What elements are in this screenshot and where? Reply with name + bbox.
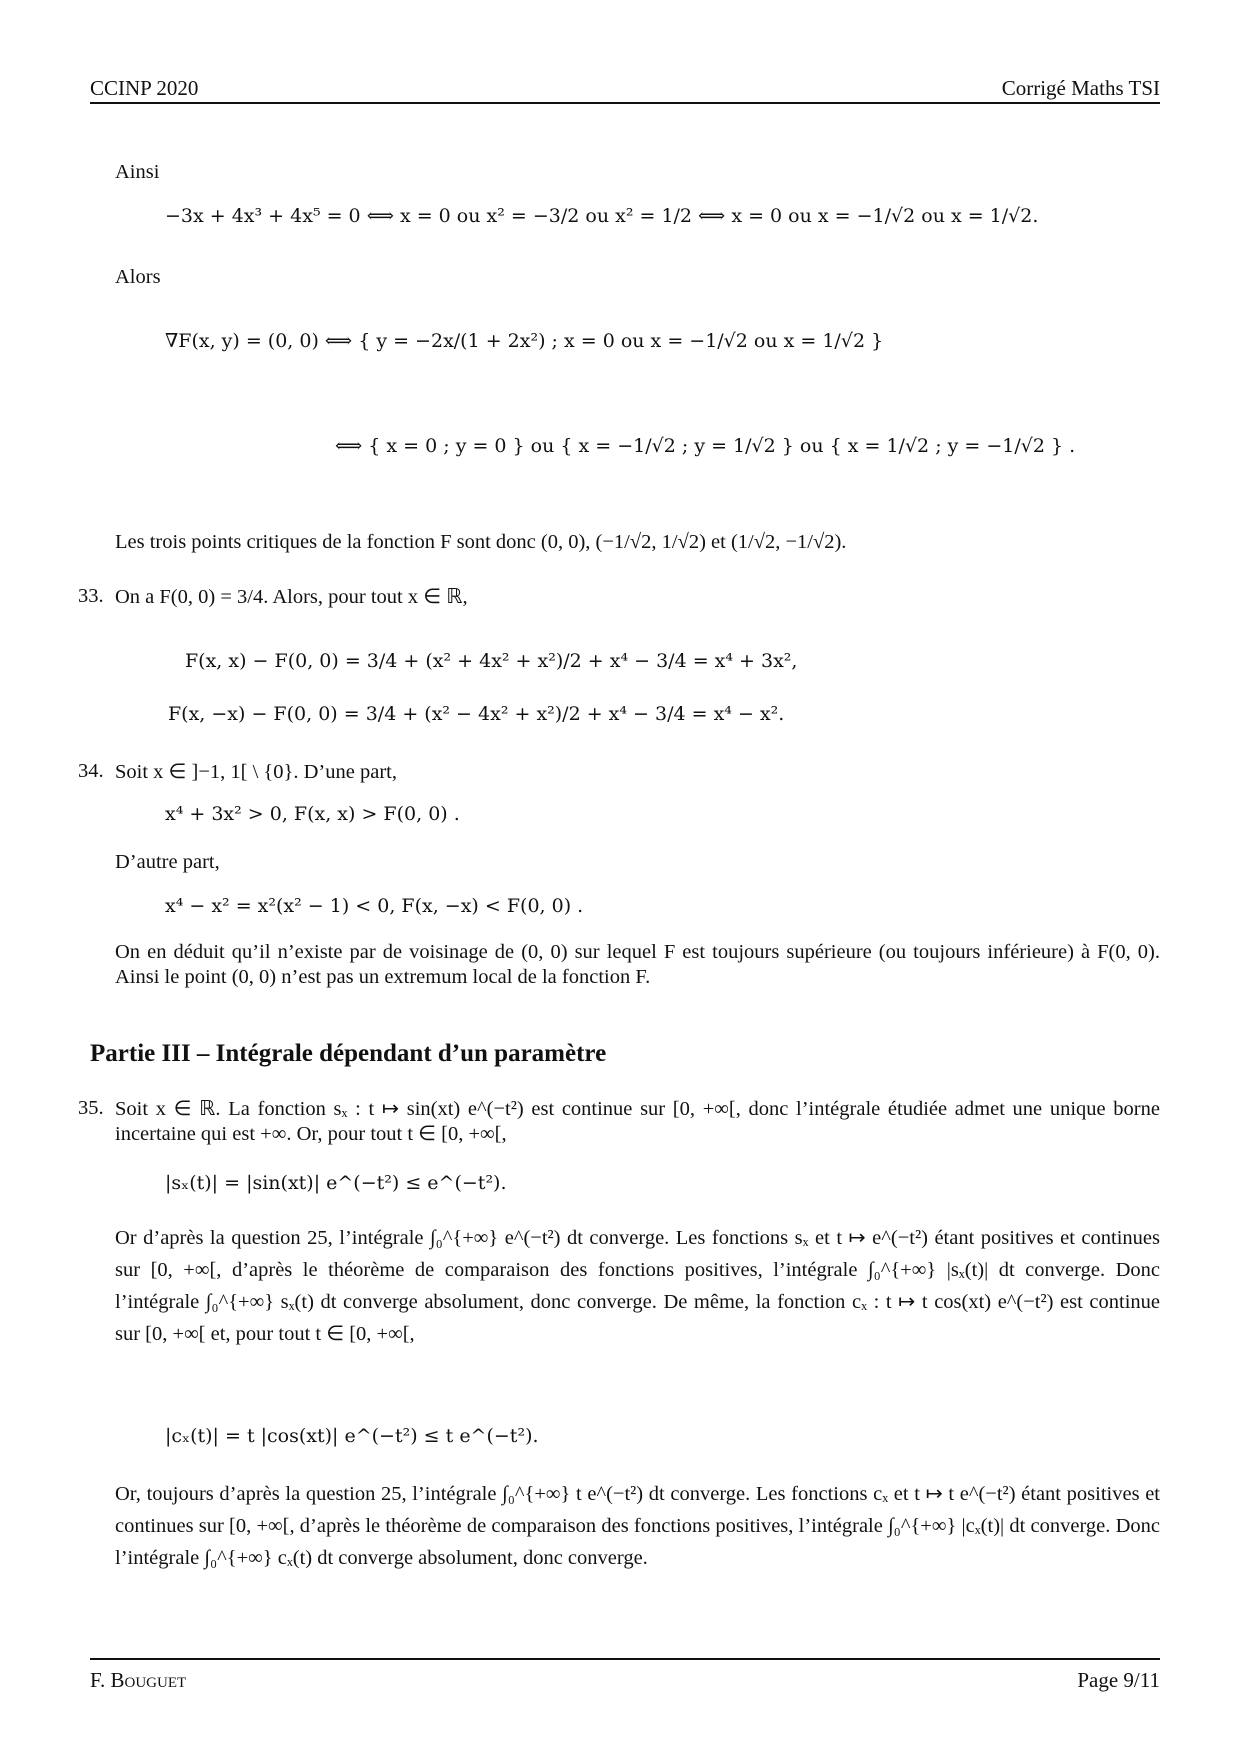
q35-paragraph-3: Or, toujours d’après la question 25, l’intégrale ∫₀^{+∞} t e^(−t²) dt converge. Les fonctions cₓ et t ↦ t e^(−t²) étant positives et continues sur [0, +∞[, d’après le théorème de comparaison des fonctions positives, l’intégrale ∫₀^{+∞} |cₓ(t)| dt converge. Donc l’intégrale ∫₀^{+∞} cₓ(t) dt converge absolument, donc converge. (115, 1483, 1160, 1569)
equation-gradient-2: ⟺ { x = 0 ; y = 0 } ou { x = −1/√2 ; y = 1/√2 } ou { x = 1/√2 ; y = −1/√2 } . (335, 435, 1076, 457)
q34-intro: Soit x ∈ ]−1, 1[ \ {0}. D’une part, (115, 761, 397, 783)
footer-author: F. Bouguet (90, 1668, 187, 1692)
header-left: CCINP 2020 (90, 76, 199, 100)
footer-page-number: Page 9/11 (1077, 1668, 1160, 1692)
text-ainsi: Ainsi (115, 161, 160, 183)
question-number-35: 35. (78, 1097, 104, 1119)
q34-equation-2: x⁴ − x² = x²(x² − 1) < 0, F(x, −x) < F(0, 0) . (165, 895, 584, 917)
q33-equation-2: F(x, −x) − F(0, 0) = 3/4 + (x² − 4x² + x²)/2 + x⁴ − 3/4 = x⁴ − x². (168, 703, 785, 725)
q35-paragraph-1: Soit x ∈ ℝ. La fonction sₓ : t ↦ sin(xt) e^(−t²) est continue sur [0, +∞[, donc l’intégrale étudiée admet une unique borne incertaine qui est +∞. Or, pour tout t ∈ [0, +∞[, (115, 1098, 1160, 1145)
q33-intro: On a F(0, 0) = 3/4. Alors, pour tout x ∈ ℝ, (115, 586, 468, 608)
equation-gradient-1: ∇F(x, y) = (0, 0) ⟺ { y = −2x/(1 + 2x²) ; x = 0 ou x = −1/√2 ou x = 1/√2 } (165, 330, 884, 352)
header-right: Corrigé Maths TSI (1001, 76, 1160, 100)
equation-roots: −3x + 4x³ + 4x⁵ = 0 ⟺ x = 0 ou x² = −3/2 ou x² = 1/2 ⟺ x = 0 ou x = −1/√2 ou x = 1/√2. (165, 205, 1039, 227)
q34-conclusion: On en déduit qu’il n’existe par de voisinage de (0, 0) sur lequel F est toujours supérieure (ou toujours inférieure) à F(0, 0). Ainsi le point (0, 0) n’est pas un extremum local de la fonction F. (115, 941, 1160, 988)
text-autre-part: D’autre part, (115, 851, 220, 873)
page-footer (90, 1658, 1160, 1700)
q35-paragraph-2: Or d’après la question 25, l’intégrale ∫₀^{+∞} e^(−t²) dt converge. Les fonctions sₓ et t ↦ e^(−t²) étant positives et continues sur [0, +∞[, d’après le théorème de comparaison des fonctions positives, l’intégrale ∫₀^{+∞} |sₓ(t)| dt converge. Donc l’intégrale ∫₀^{+∞} sₓ(t) dt converge absolument, donc converge. De même, la fonction cₓ : t ↦ t cos(xt) e^(−t²) est continue sur [0, +∞[ et, pour tout t ∈ [0, +∞[, (115, 1227, 1160, 1345)
text-alors: Alors (115, 266, 161, 288)
question-number-34: 34. (78, 760, 104, 782)
q34-equation-1: x⁴ + 3x² > 0, F(x, x) > F(0, 0) . (165, 803, 460, 825)
question-number-33: 33. (78, 585, 104, 607)
q33-equation-1: F(x, x) − F(0, 0) = 3/4 + (x² + 4x² + x²)/2 + x⁴ − 3/4 = x⁴ + 3x², (185, 650, 798, 672)
q35-equation-2: |cₓ(t)| = t |cos(xt)| e^(−t²) ≤ t e^(−t²). (165, 1425, 539, 1447)
page-header (90, 72, 1160, 104)
text-critical-points: Les trois points critiques de la fonction F sont donc (0, 0), (−1/√2, 1/√2) et (1/√2, −1/√2). (115, 531, 847, 553)
q35-equation-1: |sₓ(t)| = |sin(xt)| e^(−t²) ≤ e^(−t²). (165, 1172, 507, 1194)
section-title-part-3: Partie III – Intégrale dépendant d’un paramètre (90, 1040, 607, 1067)
